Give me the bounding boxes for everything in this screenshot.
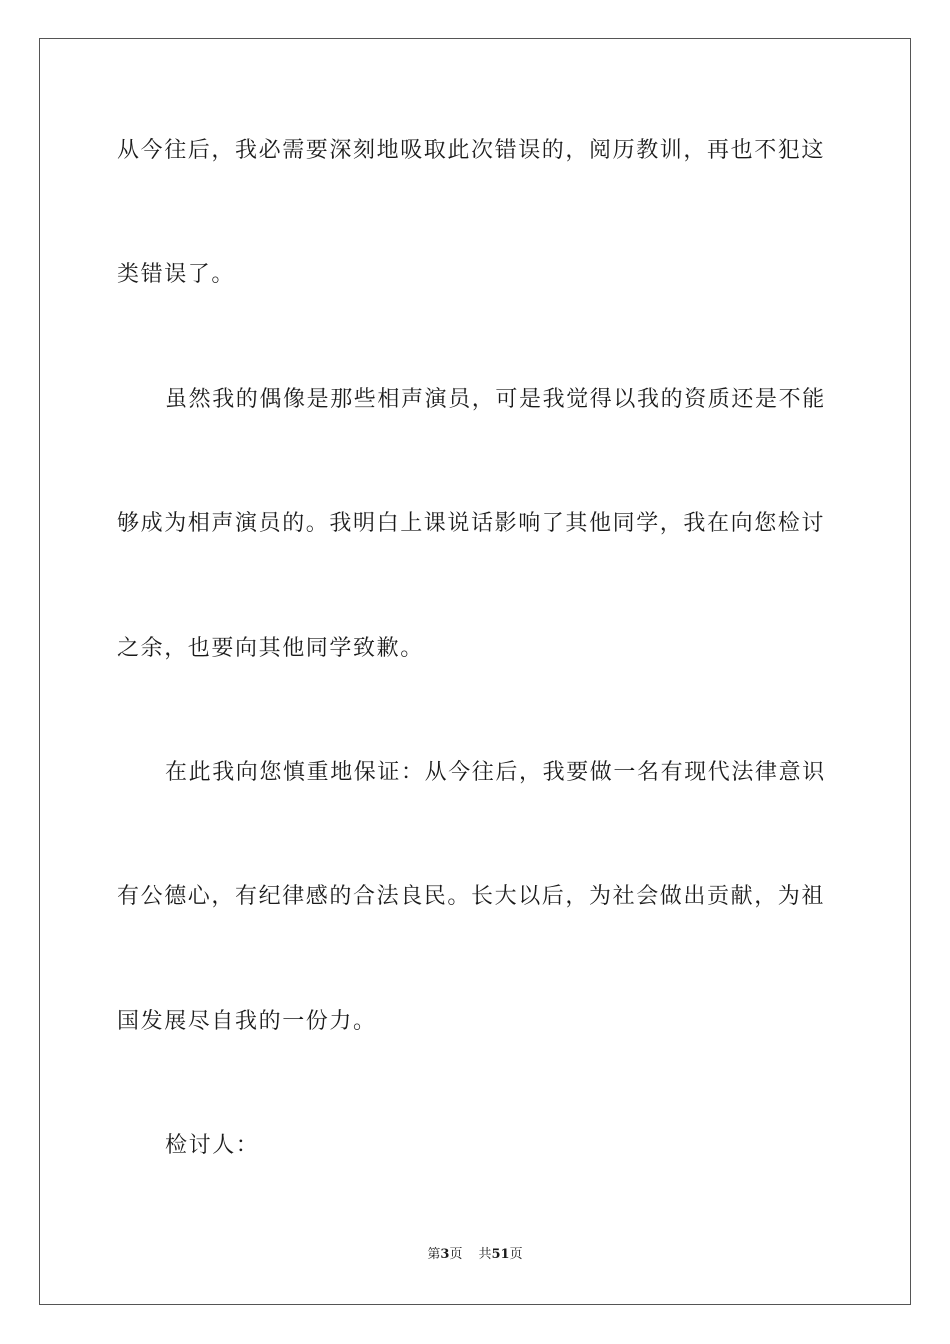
total-suffix: 页 (509, 1247, 523, 1262)
paragraph-3-line-3: 国发展尽自我的一份力。 (117, 1009, 377, 1034)
paragraph-1-line-1: 从今往后，我必需要深刻地吸取此次错误的，阅历教训，再也不犯这 (117, 138, 826, 163)
paragraph-2-line-1: 虽然我的偶像是那些相声演员，可是我觉得以我的资质还是不能 (165, 387, 826, 412)
page-frame (39, 38, 911, 1305)
page-number: 3 (440, 1247, 450, 1262)
total-prefix: 共 (478, 1247, 492, 1262)
signature-label: 检讨人： (165, 1133, 260, 1158)
paragraph-2-line-3: 之余，也要向其他同学致歉。 (117, 636, 424, 661)
page-suffix: 页 (449, 1247, 463, 1262)
paragraph-3-line-1: 在此我向您慎重地保证：从今往后，我要做一名有现代法律意识 (165, 760, 826, 785)
total-pages: 51 (491, 1247, 510, 1262)
paragraph-1-line-2: 类错误了。 (117, 262, 236, 287)
page-prefix: 第 (427, 1247, 441, 1262)
paragraph-2-line-2: 够成为相声演员的。我明白上课说话影响了其他同学，我在向您检讨 (117, 511, 826, 536)
paragraph-3-line-2: 有公德心，有纪律感的合法良民。长大以后，为社会做出贡献，为祖 (117, 884, 826, 909)
page-footer (0, 1246, 950, 1264)
